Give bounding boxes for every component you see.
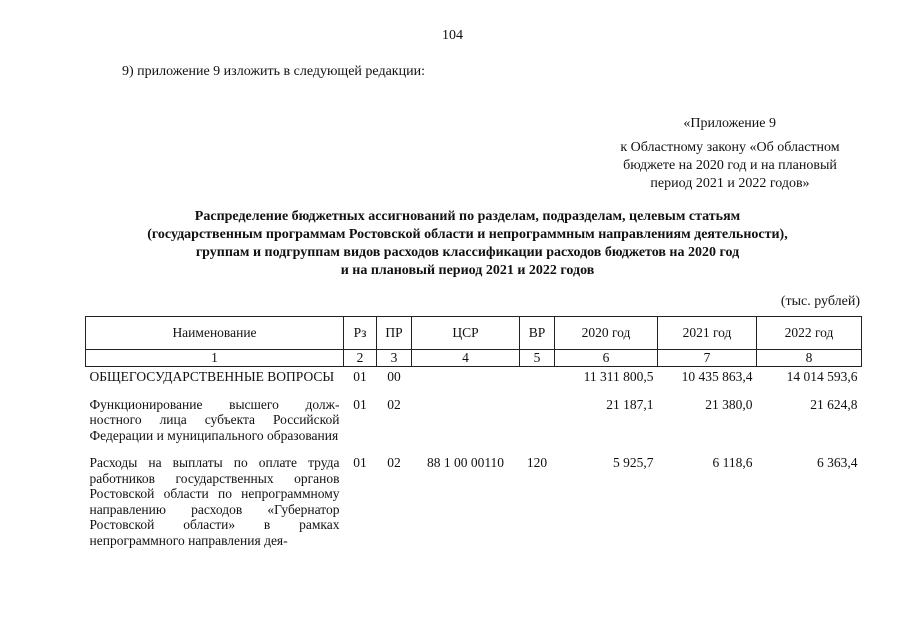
row-2022: 21 624,8 [810, 396, 858, 412]
budget-table [85, 316, 862, 548]
column-header-pr: ПР [377, 317, 412, 350]
row-rz: 01 [353, 455, 367, 470]
column-number: 6 [555, 350, 658, 367]
column-number: 8 [757, 350, 862, 367]
heading-line: (государственным программам Ростовской области и непрограммным направлениям деятельности), [147, 227, 788, 242]
units-note: (тыс. рублей) [780, 294, 860, 309]
row-2021: 6 118,6 [712, 455, 753, 470]
row-2020: 11 311 800,5 [583, 369, 654, 384]
table-row [86, 367, 862, 385]
heading-line: Распределение бюджетных ассигнований по разделам, подразделам, целевым статьям [194, 209, 741, 224]
row-vr: 120 [526, 455, 548, 470]
column-number: 1 [86, 350, 344, 367]
column-header-name: Наименование [86, 317, 344, 350]
row-rz: 01 [353, 396, 367, 412]
document-heading [100, 208, 835, 280]
heading-line: группам и подгруппам видов расходов классификации расходов бюджетов на 2020 год [195, 245, 740, 260]
row-2022: 6 363,4 [817, 455, 858, 470]
appendix-reference-line: бюджете на 2020 год и на плановый [623, 158, 837, 173]
column-number-row [86, 350, 862, 367]
column-header-vr: ВР [520, 317, 555, 350]
appendix-title: «Приложение 9 [683, 116, 776, 131]
row-2021: 10 435 863,4 [681, 369, 753, 384]
row-vr [520, 367, 555, 385]
column-header-csr: ЦСР [412, 317, 520, 350]
row-pr: 02 [387, 396, 401, 412]
row-spacer [86, 385, 862, 397]
appendix-reference-line: к Областному закону «Об областном [620, 140, 840, 155]
column-number: 3 [377, 350, 412, 367]
row-spacer [86, 443, 862, 455]
row-vr [520, 397, 555, 444]
table-header-row [86, 317, 862, 350]
row-name: ОБЩЕГОСУДАРСТВЕННЫЕ ВОПРОСЫ [89, 369, 335, 384]
row-csr [412, 367, 520, 385]
row-pr: 02 [387, 455, 401, 470]
row-pr: 00 [387, 369, 401, 384]
appendix-reference [594, 139, 866, 193]
table-row [86, 455, 862, 548]
row-csr [412, 397, 520, 444]
row-csr: 88 1 00 00110 [426, 455, 505, 470]
row-name: Расходы на выплаты по оплате труда работников государственных органов Ростовской области по непрограммному направлению расходов «Губернатор Ростовской области» в рамках непрограммного направления дея- [89, 455, 340, 548]
row-2020: 5 925,7 [613, 455, 654, 470]
column-header-2021: 2021 год [658, 317, 757, 350]
row-2020: 21 187,1 [606, 396, 654, 412]
column-header-rz: Рз [344, 317, 377, 350]
row-name: Функционирование высшего должностного лица субъекта Российской Федерации и муниципального образования [89, 396, 340, 443]
appendix-reference-line: период 2021 и 2022 годов» [650, 176, 810, 191]
column-number: 4 [412, 350, 520, 367]
column-header-2022: 2022 год [757, 317, 862, 350]
page-number: 104 [442, 28, 463, 43]
column-number: 7 [658, 350, 757, 367]
row-2022: 14 014 593,6 [786, 369, 858, 384]
column-header-2020: 2020 год [555, 317, 658, 350]
amendment-instruction: 9) приложение 9 изложить в следующей редакции: [122, 64, 425, 79]
column-number: 5 [520, 350, 555, 367]
table-row [86, 397, 862, 444]
heading-line: и на плановый период 2021 и 2022 годов [340, 263, 595, 278]
row-rz: 01 [353, 369, 367, 384]
column-number: 2 [344, 350, 377, 367]
row-2021: 21 380,0 [705, 396, 753, 412]
